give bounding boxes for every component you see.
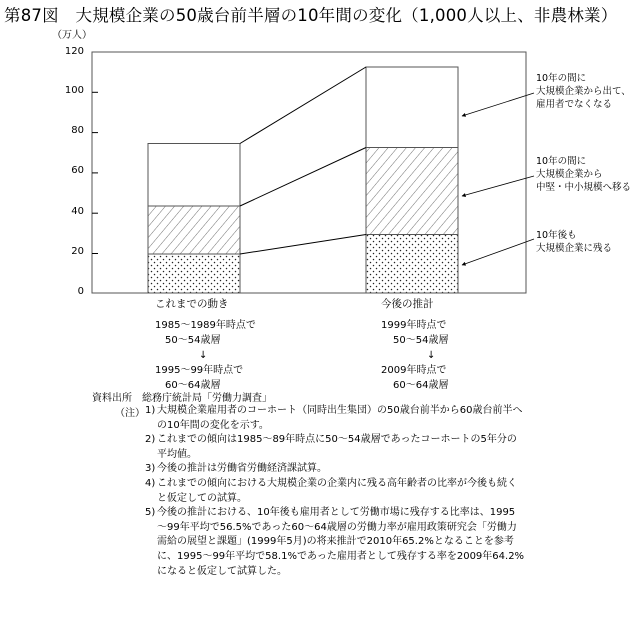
note-text: 今後の推計は労働省労働経済課試算。 (157, 463, 327, 475)
note-number: 2) (145, 434, 156, 446)
note-number: 1) (145, 405, 156, 416)
callout-line: 大規模企業から出て、 (536, 86, 631, 97)
callout-line: 大規模企業に残る (536, 243, 613, 254)
chart-title: 第87図 大規模企業の50歳台前半層の10年間の変化（1,000人以上、非農林業） (4, 6, 618, 25)
sub-line: 1999年時点で (381, 320, 447, 331)
y-tick-label: 40 (71, 206, 84, 217)
callout-line: 中堅・中小規模へ移る (536, 182, 632, 193)
y-axis-ticks (92, 92, 98, 253)
note-number: 3) (145, 463, 156, 475)
sub-line: 1985～1989年時点で (155, 320, 256, 331)
y-tick-label: 60 (71, 165, 84, 176)
note-number: 5) (145, 507, 156, 519)
callout-exit-employment (536, 72, 631, 111)
connector-lines (240, 67, 366, 254)
note-text: 大規模企業雇用者のコーホート（同時出生集団）の50歳台前半から60歳台前半への10年間の変化を示す。 (157, 405, 523, 431)
note-text: これまでの傾向は1985～89年時点に50～54歳層であったコーホートの5年分の平均値。 (157, 434, 517, 460)
sub-line: 60～64歳層 (165, 380, 221, 391)
bar-future (366, 67, 458, 293)
note-text: 今後の推計における、10年後も雇用者として労働市場に残存する比率は、1995～99年平均で56.5%であった60～64歳層の労働力率が雇用政策研究会「労働力需給の展望と課題」(1999年5月)の将来推計で2010年65.2%となることを参考に、1995～99年平均で58.1%であった雇用者として残存する率を2009年64.2%になると仮定して試算した。 (157, 507, 525, 577)
sub-line: 50～54歳層 (393, 335, 449, 346)
callout-line: 雇用者でなくなる (536, 99, 613, 110)
down-arrow-icon: ↓ (427, 350, 436, 361)
callout-remain (536, 229, 612, 255)
source-text: 資料出所 総務庁統計局「労働力調査」 (92, 393, 272, 404)
notes-head: （注） (115, 408, 145, 419)
note-item (145, 462, 525, 477)
y-axis-unit: （万人） (52, 30, 92, 41)
sub-line: 2009年時点で (381, 365, 447, 376)
down-arrow-icon: ↓ (199, 350, 208, 361)
note-item (145, 506, 525, 579)
callout-arrows (462, 93, 534, 265)
note-number: 4) (145, 477, 156, 489)
callout-line: 10年後も (536, 230, 577, 241)
category-label-past: これまでの動き (155, 298, 229, 310)
notes-list (145, 404, 525, 579)
sub-line: 50～54歳層 (165, 335, 221, 346)
category-label-future: 今後の推計 (381, 298, 434, 310)
note-item (145, 404, 525, 433)
y-tick-label: 100 (64, 85, 84, 96)
category-sub-future (381, 318, 448, 393)
note-item (145, 477, 525, 506)
y-tick-label: 120 (64, 46, 84, 57)
callout-line: 10年の間に (536, 73, 587, 84)
sub-line: 1995～99年時点で (155, 365, 244, 376)
category-sub-past (155, 318, 256, 393)
note-text: これまでの傾向における大規模企業の企業内に残る高年齢者の比率が今後も続くと仮定しての試算。 (157, 477, 517, 504)
callout-line: 10年の間に (536, 156, 587, 167)
sub-line: 60～64歳層 (393, 380, 449, 391)
callout-move-smaller (536, 155, 631, 194)
y-tick-label: 0 (77, 286, 84, 297)
y-tick-label: 20 (71, 246, 84, 257)
note-item (145, 433, 525, 462)
y-tick-label: 80 (71, 125, 84, 136)
callout-line: 大規模企業から (536, 169, 603, 180)
bar-past (148, 144, 240, 294)
